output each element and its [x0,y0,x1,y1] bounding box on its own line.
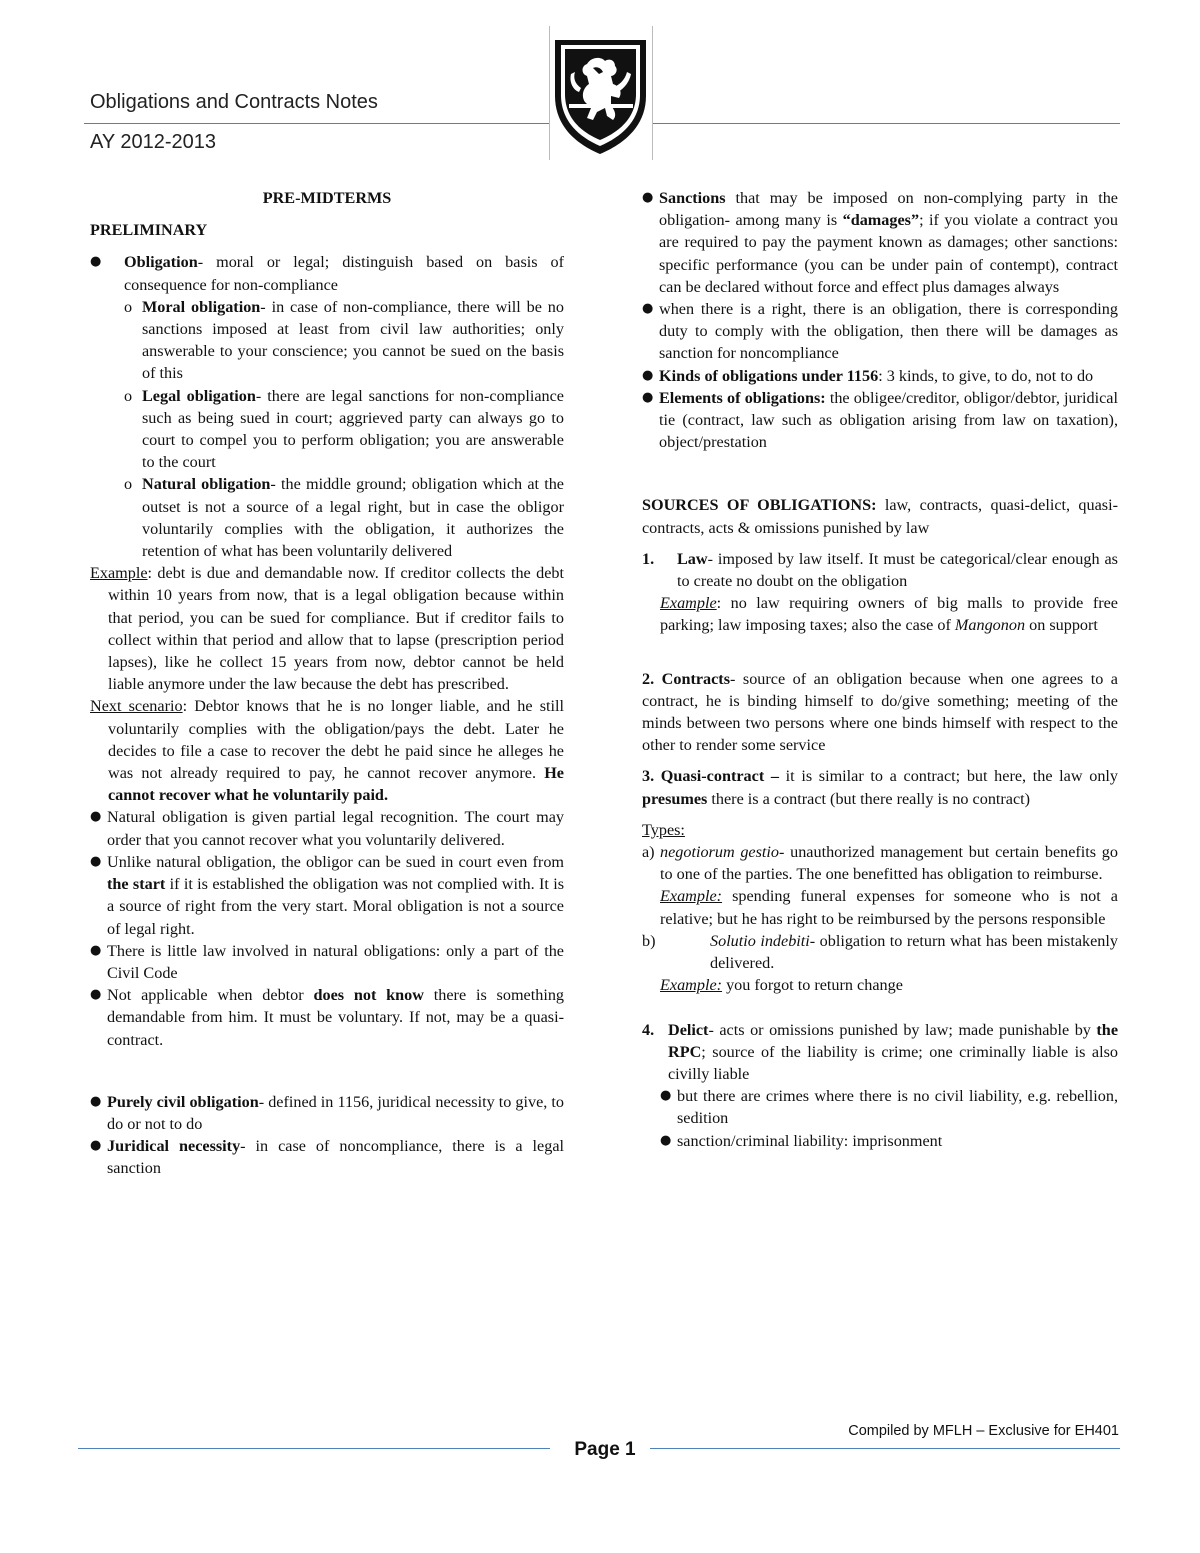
header-rule-right [652,123,1120,124]
source-law [642,548,1118,592]
source-delict [642,1019,1118,1086]
type-b-example [660,974,1118,996]
sanctions-text-b: ; if you violate a contract you are required to pay the payment known as damages; other sanctions: specific performance (you can be under pain of contempt), contract can be declared without force and effect plus damages always [659,211,1118,296]
term-contracts: 2. Contracts [642,669,730,688]
next-scenario-paragraph [90,695,564,806]
example-paragraph [90,562,564,695]
unlike-bold: the start [107,875,166,894]
type-b-example-text: you forgot to return change [722,976,903,995]
def-law: - imposed by law itself. It must be categorical/clear enough as to create no doubt on the obligation [677,549,1118,591]
circle-bullet-icon: o [124,475,133,494]
bullet-icon: ● [642,190,654,205]
unlike-text-a: Unlike natural obligation, the obligor can be sued in court even from [107,852,564,871]
text-partial-recognition: Natural obligation is given partial legal recognition. The court may order that you cannot recover what you voluntarily delivered. [107,808,564,849]
notapp-text-b: there is something demandable from him. It must be voluntary. If not, may be a quasi-contract. [107,986,565,1049]
type-solutio-indebiti [642,930,1118,974]
def-juridical-necessity: - in case of noncompliance, there is a legal sanction [107,1137,564,1178]
subbullet-moral [90,296,564,385]
bullet-partial-recognition [90,806,564,850]
bullet-icon: ● [90,1138,102,1154]
term-juridical-necessity: Juridical necessity [107,1137,241,1156]
law-example-a: : no law requiring owners of big malls to provide free parking; law imposing taxes; also the case of [660,594,1118,635]
bullet-icon: ● [642,389,654,405]
subbullet-legal [90,385,564,474]
bullet-icon: ● [90,987,102,1003]
term-moral-obligation: Moral obligation [142,297,261,316]
next-scenario-text: : Debtor knows that he is no longer liable, and he still voluntarily complies with the obligation/pays the debt. Later he decides to file a case to recover the debt he paid since he alleges he was not already required to pay, he cannot recover anymore. [108,697,564,783]
types-label: Types: [642,820,685,839]
law-number: 1. [642,549,655,568]
type-b-example-label: Example: [660,976,723,995]
law-example-italic: Mangonon [954,616,1026,635]
term-delict: Delict [668,1020,709,1039]
type-a-marker: a) [642,843,655,862]
document-title: Obligations and Contracts Notes [90,91,378,113]
bullet-elements [642,387,1118,454]
bullet-icon: ● [90,853,102,869]
delict-bold: the RPC [668,1020,1118,1061]
term-law: Law [677,549,708,568]
bullet-obligation [90,251,564,295]
lion-shield-crest-icon [549,26,652,160]
quasi-text-b: there is a contract (but there really is no contract) [707,789,1031,808]
next-scenario-label: Next scenario [90,697,183,716]
delict-text-a: - acts or omissions punished by law; made punishable by [708,1020,1097,1039]
term-purely-civil: Purely civil obligation [107,1092,259,1111]
delict-text-b: ; source of the liability is crime; one criminally liable is also civilly liable [668,1042,1118,1083]
term-legal-obligation: Legal obligation [142,386,256,405]
subbullet-natural [90,473,564,562]
text-right-obligation: when there is a right, there is an obligation, there is corresponding duty to comply with the obligation, then there will be damages as sanction for noncompliance [659,300,1118,363]
sanctions-bold: “damages” [842,211,920,230]
bullet-icon: ● [90,254,102,270]
def-obligation: - moral or legal; distinguish based on basis of consequence for non-compliance [124,253,564,294]
def-legal-obligation: - there are legal sanctions for non-compliance such as being sued in court; aggrieved party can always go to court to compel you to perform obligation; you are answerable to the court [142,386,564,472]
type-a-example-label: Example: [660,887,723,906]
term-negotiorum-gestio: negotiorum gestio [660,843,780,862]
compiled-by: Compiled by MFLH – Exclusive for EH401 [848,1423,1119,1439]
source-quasi-contract [642,765,1118,809]
delict-subbullet-2 [660,1130,1118,1152]
notapp-bold: does not know [313,986,424,1005]
page-number: Page 1 [574,1439,636,1460]
def-moral-obligation: - in case of non-compliance, there will be no sanctions imposed at least from civil law authorities; only answerable to your conscience; you cannot be sued on the basis of this [142,297,564,383]
law-example-label: Example [660,594,717,613]
type-a-example-text: spending funeral expenses for someone who is not a relative; but he has right to be reimbursed by the persons responsible [660,887,1118,928]
def-solutio-indebiti: - obligation to return what has been mistakenly delivered. [710,931,1118,973]
def-kinds: : 3 kinds, to give, to do, not to do [878,366,1094,385]
text-little-law: There is little law involved in natural obligations: only a part of the Civil Code [107,941,564,982]
example-text: : debt is due and demandable now. If creditor collects the debt within 10 years from now, that is a legal obligation because within that period, you can be sued for compliance. But if creditor fails to collect within that period and allow that to lapse (prescription period lapses), like he collect 15 years from now, debtor cannot be held liable anymore under the law because the debt has prescribed. [108,564,564,694]
right-column [642,187,1118,1152]
bullet-icon: ● [90,1093,102,1109]
term-sources: SOURCES OF OBLIGATIONS: [642,496,877,515]
bullet-sanctions [642,187,1118,298]
delict-sub1-text: but there are crimes where there is no civil liability, e.g. rebellion, sedition [677,1087,1118,1128]
type-a-example [660,885,1118,929]
term-kinds: Kinds of obligations under 1156 [659,366,879,385]
sanctions-text-a: that may be imposed on non-complying party in the obligation- among many is [659,189,1118,230]
bullet-little-law [90,940,564,984]
next-scenario-bold: He cannot recover what he voluntarily paid. [108,764,564,805]
def-negotiorum-gestio: - unauthorized management but certain benefits go to one of the parties. The one benefitted has obligation to reimburse. [660,843,1118,884]
quasi-text-a: it is similar to a contract; but here, the law only [778,767,1118,786]
def-sources: law, contracts, quasi-delict, quasi-contracts, acts & omissions punished by law [642,496,1118,537]
term-obligation: Obligation [124,253,198,272]
def-purely-civil: - defined in 1156, juridical necessity to give, to do or not to do [107,1092,564,1133]
unlike-text-b: if it is established the obligation was not complied with. It is a source of right from the very start. Moral obligation is not a source of legal right. [107,875,564,938]
type-negotiorum-gestio [642,841,1118,885]
law-example-b: on support [1025,616,1098,635]
academic-year: AY 2012-2013 [90,131,217,153]
delict-number: 4. [642,1020,655,1039]
bullet-icon: ● [660,1132,672,1148]
def-contracts: - source of an obligation because when one agrees to a contract, he is binding himself to do/give something; meeting of the minds between two persons where one binds himself with respect to the other to render some service [642,669,1118,755]
bullet-purely-civil [90,1091,564,1135]
bullet-icon: ● [660,1088,672,1104]
term-sanctions: Sanctions [659,189,726,207]
left-column [90,187,564,1180]
bullet-icon: ● [90,942,102,958]
header-rule-left [84,123,550,124]
def-natural-obligation: - the middle ground; obligation which at the outset is not a source of a legal right, but in case the obligor voluntarily complies with the obligation, it authorizes the retention of what has been voluntarily delivered [142,475,564,561]
footer-rule-right [650,1448,1120,1449]
heading-preliminary: PRELIMINARY [90,221,208,240]
term-quasi-contract: 3. Quasi-contract – [642,767,779,786]
notapp-text-a: Not applicable when debtor [107,986,314,1005]
bullet-icon: ● [90,809,102,825]
bullet-juridical-necessity [90,1135,564,1179]
circle-bullet-icon: o [124,386,133,405]
delict-subbullet-1 [660,1085,1118,1129]
def-elements: the obligee/creditor, obligor/debtor, juridical tie (contract, law such as obligation arising from law on taxation), object/prestation [659,388,1118,452]
circle-bullet-icon: o [124,297,133,316]
bullet-not-applicable [90,984,564,1051]
types-label-line [642,819,1118,841]
term-elements: Elements of obligations: [659,388,826,407]
bullet-kinds [642,365,1118,387]
heading-pre-midterms: PRE-MIDTERMS [262,189,392,207]
law-example [660,592,1118,636]
bullet-right-obligation [642,298,1118,365]
type-b-marker: b) [642,931,656,950]
bullet-unlike-natural [90,851,564,940]
sources-paragraph [642,494,1118,538]
source-contracts [642,668,1118,757]
quasi-bold: presumes [642,789,708,808]
bullet-icon: ● [642,367,654,383]
term-solutio-indebiti: Solutio indebiti [710,931,810,950]
bullet-icon: ● [642,301,654,317]
delict-sub2-text: sanction/criminal liability: imprisonment [677,1131,943,1150]
footer-rule-left [78,1448,550,1449]
term-natural-obligation: Natural obligation [142,475,271,494]
example-label: Example [90,564,148,583]
